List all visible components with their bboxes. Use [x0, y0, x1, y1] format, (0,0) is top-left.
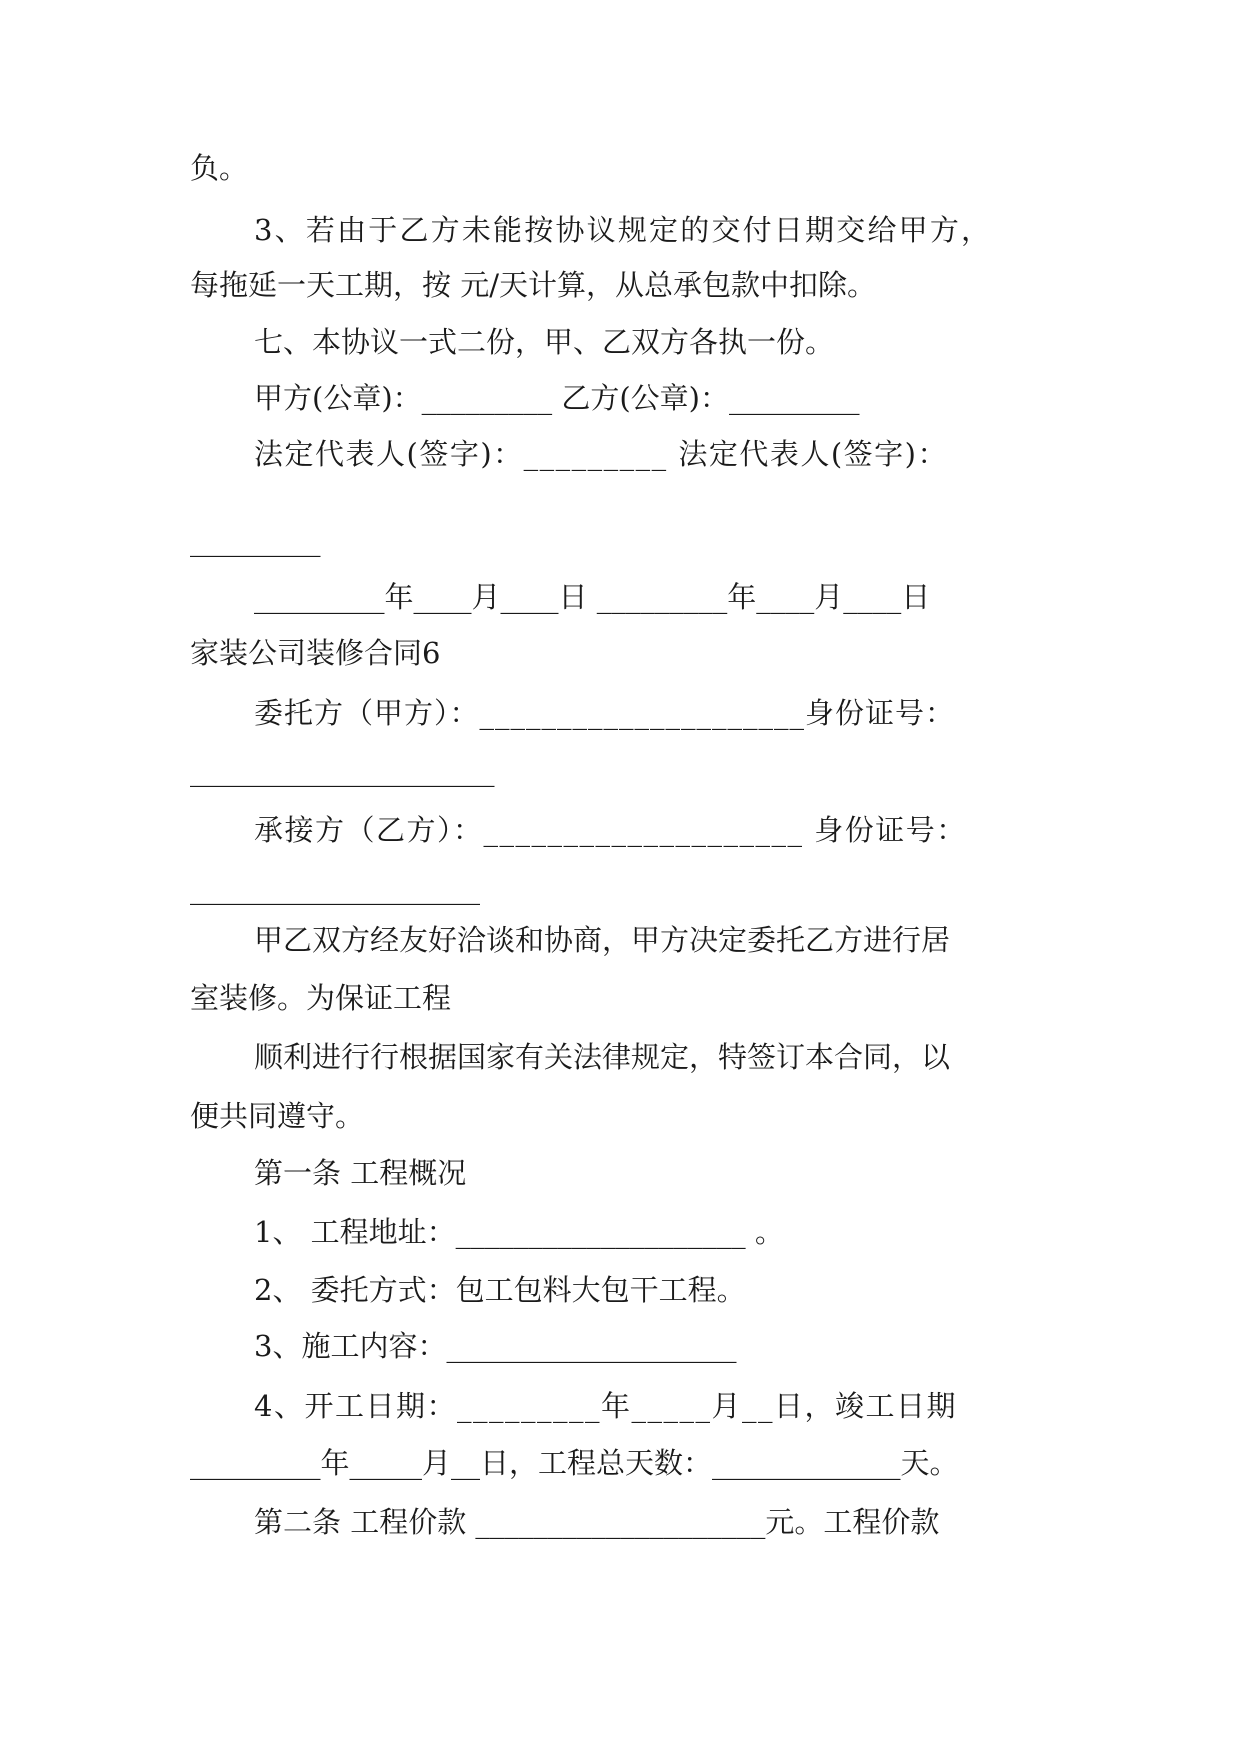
text-line: 甲乙双方经友好洽谈和协商，甲方决定委托乙方进行居 — [254, 923, 951, 957]
text-line: _________年_____月__日，工程总天数：_____________天。 — [190, 1446, 959, 1480]
text-line: 承接方（乙方）：____________________ 身份证号： — [254, 813, 967, 847]
text-line: 每拖延一天工期，按 元/天计算，从总承包款中扣除。 — [190, 268, 876, 302]
text-line: 3、施工内容：____________________ — [254, 1329, 737, 1363]
text-line: 负。 — [190, 151, 249, 185]
text-line: ____________________ — [190, 871, 480, 905]
text-line: 便共同遵守。 — [190, 1099, 365, 1133]
text-line: 2、 委托方式：包工包料大包干工程。 — [254, 1273, 746, 1307]
text-line: 甲方(公章)：_________ 乙方(公章)：_________ — [254, 381, 860, 415]
text-line: 第二条 工程价款 ____________________元。工程价款 — [254, 1505, 940, 1539]
text-line: 3、若由于乙方未能按协议规定的交付日期交给甲方， — [254, 213, 993, 247]
text-line: _________ — [190, 523, 321, 557]
text-line: 1、 工程地址：____________________ 。 — [254, 1215, 784, 1249]
text-line: 委托方（甲方）：_____________________身份证号： — [254, 696, 956, 730]
text-line: _________年____月____日 _________年____月____日 — [254, 580, 931, 614]
text-line: 4、开工日期：_________年_____月__日，竣工日期 — [254, 1389, 957, 1423]
text-line: 七、本协议一式二份，甲、乙双方各执一份。 — [254, 325, 835, 359]
text-line: 第一条 工程概况 — [254, 1156, 467, 1190]
text-line: _____________________ — [190, 753, 495, 787]
text-line: 室装修。为保证工程 — [190, 981, 452, 1015]
text-line: 家装公司装修合同6 — [190, 636, 441, 670]
text-line: 法定代表人(签字)：_________ 法定代表人(签字)： — [254, 437, 948, 471]
text-line: 顺利进行行根据国家有关法律规定，特签订本合同，以 — [254, 1040, 951, 1074]
